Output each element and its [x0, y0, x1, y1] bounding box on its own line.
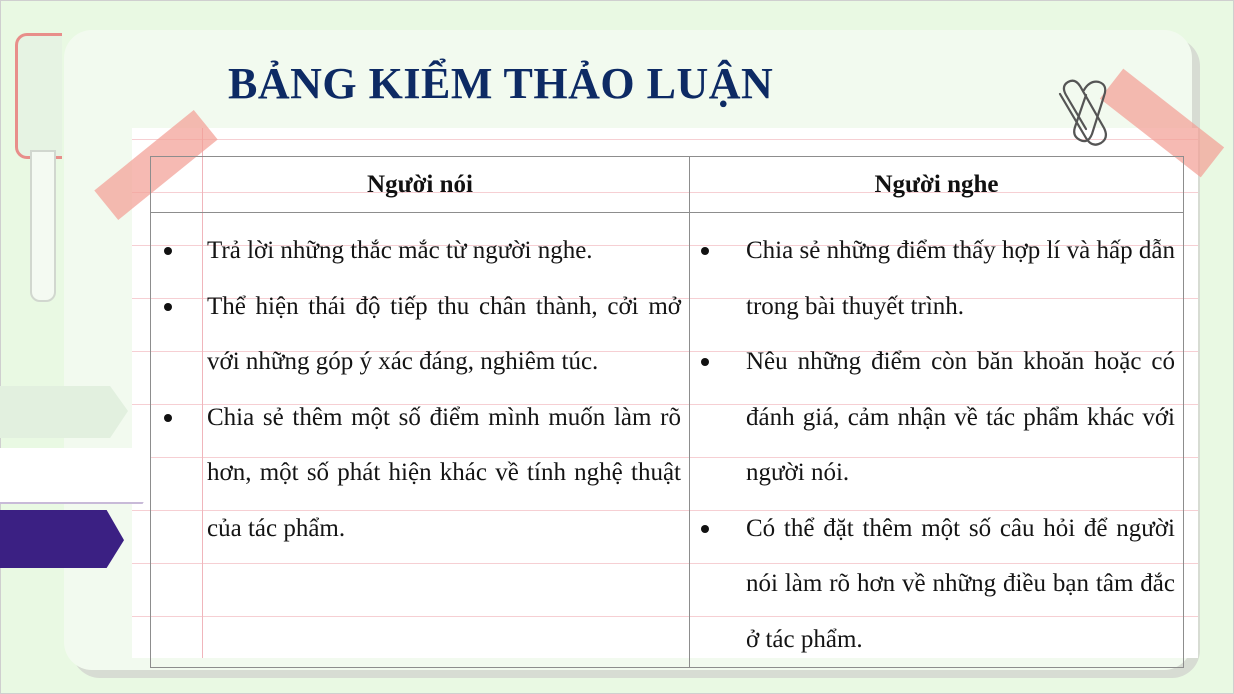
list-item-text: Chia sẻ thêm một số điểm mình muốn làm rõ hơn, một số phát hiện khác về tính nghệ thuật của tác phẩm.: [207, 403, 681, 542]
table-header-row: [151, 157, 1184, 213]
column-header-speaker: Người nói: [151, 157, 690, 213]
bullet-icon: [701, 525, 709, 533]
bookmark-icon: [15, 33, 62, 159]
speaker-list: [151, 223, 681, 556]
bullet-icon: [701, 247, 709, 255]
tab-icon: [0, 510, 124, 568]
tab-icon: [0, 386, 128, 438]
bullet-icon: [701, 358, 709, 366]
listener-cell: [690, 213, 1184, 668]
discussion-table: [150, 156, 1184, 668]
list-item-text: Trả lời những thắc mắc từ người nghe.: [207, 237, 593, 264]
list-item: [690, 223, 1175, 334]
bullet-icon: [164, 414, 172, 422]
table-row: [151, 213, 1184, 668]
listener-list: [690, 223, 1175, 667]
list-item-text: Chia sẻ những điểm thấy hợp lí và hấp dẫn trong bài thuyết trình.: [746, 237, 1175, 320]
bookmark-stick: [30, 150, 56, 302]
slide-title: BẢNG KIỂM THẢO LUẬN: [228, 59, 774, 108]
list-item-text: Có thể đặt thêm một số câu hỏi để người nói làm rõ hơn về những điều bạn tâm đắc ở tác phẩm.: [746, 514, 1175, 653]
list-item-text: Thể hiện thái độ tiếp thu chân thành, cởi mở với những góp ý xác đáng, nghiêm túc.: [207, 292, 681, 375]
list-item-text: Nêu những điểm còn băn khoăn hoặc có đánh giá, cảm nhận về tác phẩm khác với người nói.: [746, 348, 1175, 486]
speaker-cell: [151, 213, 690, 668]
column-header-listener: Người nghe: [690, 157, 1184, 213]
paperclip-icon: [1046, 70, 1116, 152]
list-item: [151, 390, 681, 557]
list-item: [151, 279, 681, 390]
tab-icon: [0, 448, 162, 504]
list-item: [151, 223, 681, 279]
list-item: [690, 501, 1175, 668]
bullet-icon: [164, 303, 172, 311]
bullet-icon: [164, 247, 172, 255]
list-item: [690, 334, 1175, 501]
